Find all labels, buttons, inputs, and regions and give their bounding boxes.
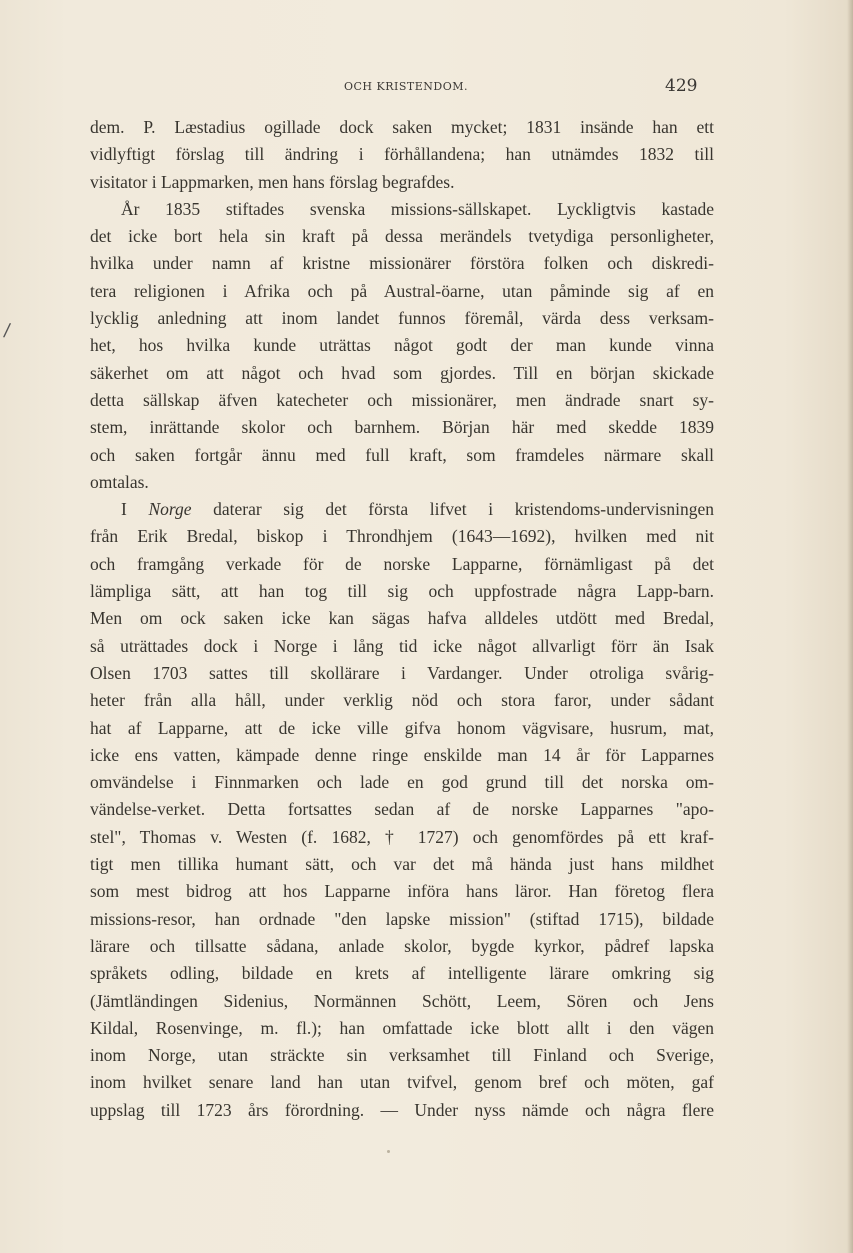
text-line: icke ens vatten, kämpade denne ringe enskilde man 14 år för Lapparnes bbox=[90, 744, 714, 765]
text-line: säkerhet om att något och hvad som gjordes. Till en början skickade bbox=[90, 362, 714, 383]
text-line: inom Norge, utan sträckte sin verksamhet till Finland och Sverige, bbox=[90, 1045, 714, 1066]
page-number: 429 bbox=[665, 76, 698, 96]
body-text bbox=[90, 114, 714, 1124]
text-line: tera religionen i Afrika och på Austral-öarne, utan påminde sig af en bbox=[90, 280, 714, 301]
text-line: så uträttades dock i Norge i lång tid icke något allvarligt förr än Isak bbox=[90, 635, 714, 656]
text-line: och saken fortgår ännu med full kraft, som framdeles närmare skall bbox=[90, 444, 714, 465]
running-head: OCH KRISTENDOM. bbox=[344, 80, 468, 93]
text-line: het, hos hvilka kunde uträttas något godt der man kunde vinna bbox=[90, 335, 714, 356]
italic-place-name: Norge bbox=[148, 499, 192, 520]
text-line: och framgång verkade för de norske Lapparne, förnämligast på det bbox=[90, 553, 714, 574]
text-line: från Erik Bredal, biskop i Throndhjem (1643—1692), hvilken med nit bbox=[90, 526, 714, 547]
text-line: missions-resor, han ordnade "den lapske mission" (stiftad 1715), bildade bbox=[90, 908, 714, 929]
text-line: heter från alla håll, under verklig nöd och stora faror, under sådant bbox=[90, 690, 714, 711]
text-line: detta sällskap äfven katecheter och missionärer, men ändrade snart sy- bbox=[90, 389, 714, 410]
text-line: det icke bort hela sin kraft på dessa merändels tvetydiga personligheter, bbox=[90, 226, 714, 247]
text-line: (Jämtländingen Sidenius, Normännen Schött, Leem, Sören och Jens bbox=[90, 990, 714, 1011]
text-line: Olsen 1703 sattes till skollärare i Vardanger. Under otroliga svårig- bbox=[90, 662, 714, 683]
text-line: År 1835 stiftades svenska missions-sällskapet. Lyckligtvis kastade bbox=[121, 198, 714, 219]
text-line: visitator i Lappmarken, men hans förslag begrafdes. bbox=[90, 171, 455, 192]
text-line: vändelse-verket. Detta fortsattes sedan af de norske Lapparnes "apo- bbox=[90, 799, 714, 820]
text-line: hat af Lapparne, att de icke ville gifva honom vägvisare, husrum, mat, bbox=[90, 717, 714, 738]
text-line: stel", Thomas v. Westen (f. 1682, † 1727) och genomfördes på ett kraf- bbox=[90, 826, 714, 847]
text-line: lämpliga sätt, att han tog till sig och uppfostrade några Lapp-barn. bbox=[90, 581, 714, 602]
text-line: Kildal, Rosenvinge, m. fl.); han omfattade icke blott allt i den vägen bbox=[90, 1017, 714, 1038]
text-line: I Norge daterar sig det första lifvet i kristendoms-undervisningen bbox=[121, 499, 714, 520]
text-line: tigt men tillika humant sätt, och var det må hända just hans mildhet bbox=[90, 854, 714, 875]
text-line: som mest bidrog att hos Lapparne införa hans läror. Han företog flera bbox=[90, 881, 714, 902]
paper-speck bbox=[387, 1150, 390, 1153]
text-line: lycklig anledning att inom landet funnos föremål, värda dess verksam- bbox=[90, 308, 714, 329]
margin-pencil-mark: / bbox=[2, 319, 12, 342]
text-line: stem, inrättande skolor och barnhem. Början här med skedde 1839 bbox=[90, 417, 714, 438]
text-line: omtalas. bbox=[90, 471, 149, 492]
text-line: lärare och tillsatte sådana, anlade skolor, bygde kyrkor, pådref lapska bbox=[90, 935, 714, 956]
text-line: uppslag till 1723 års förordning. — Under nyss nämde och några flere bbox=[90, 1099, 714, 1120]
text-line: språkets odling, bildade en krets af intelligente lärare omkring sig bbox=[90, 963, 714, 984]
text-line: inom hvilket senare land han utan tvifvel, genom bref och möten, gaf bbox=[90, 1072, 714, 1093]
page-edge-shadow bbox=[847, 0, 853, 1253]
text-line: Men om ock saken icke kan sägas hafva alldeles utdött med Bredal, bbox=[90, 608, 714, 629]
text-line: hvilka under namn af kristne missionärer förstöra folken och diskredi- bbox=[90, 253, 714, 274]
text-line: omvändelse i Finnmarken och lade en god grund till det norska om- bbox=[90, 772, 714, 793]
text-line: vidlyftigt förslag till ändring i förhållandena; han utnämdes 1832 till bbox=[90, 144, 714, 165]
text-line: dem. P. Læstadius ogillade dock saken mycket; 1831 insände han ett bbox=[90, 117, 714, 137]
